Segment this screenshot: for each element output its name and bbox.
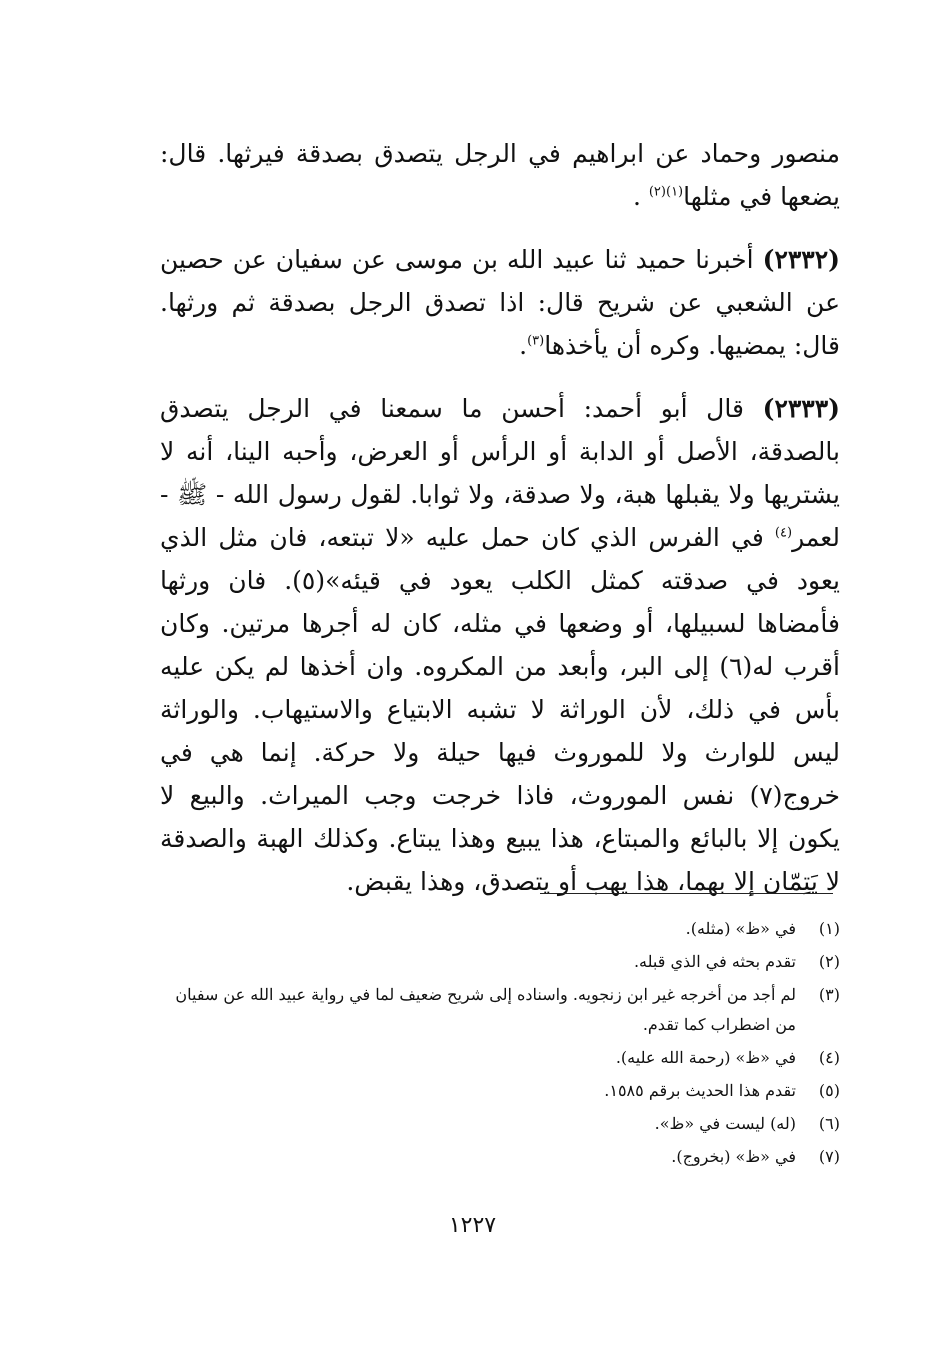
footnote-number: (١)	[818, 919, 840, 938]
footnote-number: (٦)	[818, 1114, 840, 1133]
paragraph-2333	[160, 387, 840, 903]
footnote-text: تقدم هذا الحديث برقم ١٥٨٥.	[604, 1081, 796, 1100]
main-text	[160, 132, 840, 923]
paragraph-text-end: .	[519, 331, 528, 360]
footnote-text: لم أجد من أخرجه غير ابن زنجويه. واسناده إلى شريح ضعيف لما في رواية عبيد الله عن سفيان من اضطراب كما تقدم.	[175, 985, 796, 1034]
paragraph-text: قال أبو أحمد: أحسن ما سمعنا في الرجل يتصدق بالصدقة، الأصل أو الدابة أو الرأس أو العرض، وأحبه الينا، أنه لا يشتريها ولا يقبلها هبة، ولا صدقة، ولا ثوابا. لقول رسول الله - ﷺ - لعمر	[160, 394, 840, 552]
paragraph-continuation	[160, 132, 840, 218]
paragraph-text: منصور وحماد عن ابراهيم في الرجل يتصدق بصدقة فيرثها. قال: يضعها في مثلها	[160, 139, 840, 211]
footnote-text: في «ظ» (بخروج).	[671, 1147, 796, 1166]
footnote-7	[160, 1142, 840, 1172]
paragraph-text: أخبرنا حميد ثنا عبيد الله بن موسى عن سفيان عن حصين عن الشعبي عن شريح قال: اذا تصدق الرجل بصدقة ثم ورثها. قال: يمضيها. وكره أن يأخذها	[160, 245, 840, 360]
footnotes	[160, 914, 840, 1175]
footnote-ref: (٤)	[774, 525, 793, 541]
footnote-ref: (٣)	[527, 333, 545, 349]
footnote-1	[160, 914, 840, 944]
footnote-number: (٣)	[818, 985, 840, 1004]
footnote-separator	[540, 893, 833, 894]
footnote-4	[160, 1043, 840, 1073]
hadith-number: (٢٣٣٣)	[762, 394, 840, 423]
paragraph-text-end: في الفرس الذي كان حمل عليه «لا تبتعه، فان مثل الذي يعود في صدقته كمثل الكلب يعود في قيئه»(٥). فان ورثها فأمضاها لسبيلها، أو وضعها في مثله، كان له أجرها مرتين. وكان أقرب له(٦) إلى البر، وأبعد من المكروه. وان أخذها لم يكن عليه بأس في ذلك، لأن الوراثة لا تشبه الابتياع والاستيهاب. والوراثة ليس للوارث ولا للموروث فيها حيلة ولا حركة. إنما هي في خروج(٧) نفس الموروث، فاذا خرجت وجب الميراث. والبيع لا يكون إلا بالبائع والمبتاع، هذا يبيع وهذا يبتاع. وكذلك الهبة والصدقة لا يَتِمّان إلا بهما، هذا يهب أو يتصدق، وهذا يقبض.	[160, 523, 840, 896]
footnote-text: في «ظ» (مثله).	[685, 919, 796, 938]
footnote-number: (٥)	[818, 1081, 840, 1100]
footnote-ref: (١)(٢)	[648, 184, 684, 200]
paragraph-text-end: .	[632, 182, 649, 211]
footnote-text: في «ظ» (رحمة الله عليه).	[615, 1048, 796, 1067]
paragraph-2332	[160, 238, 840, 367]
footnote-number: (٢)	[818, 952, 840, 971]
page-number: ١٢٢٧	[448, 1213, 497, 1238]
footnote-6	[160, 1109, 840, 1139]
footnote-3	[160, 980, 840, 1040]
footnote-text: (له) ليست في «ظ».	[654, 1114, 796, 1133]
footnote-text: تقدم بحثه في الذي قبله.	[633, 952, 796, 971]
footnote-number: (٧)	[818, 1147, 840, 1166]
footnote-5	[160, 1076, 840, 1106]
hadith-number: (٢٣٣٢)	[762, 245, 840, 274]
footnote-2	[160, 947, 840, 977]
footnote-number: (٤)	[818, 1048, 840, 1067]
